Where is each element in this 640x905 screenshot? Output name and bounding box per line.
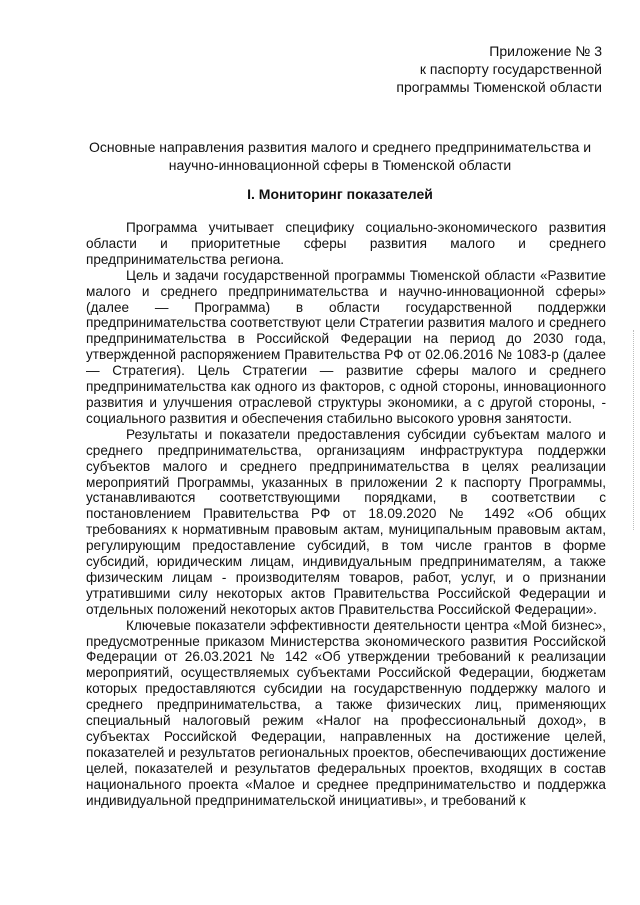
paragraph-goals-and-strategy: Цель и задачи государственной программы Тюменской области «Развитие малого и среднего предпринимательства и научно-инновационной сферы» (далее — Программа) в области государственной поддержки предпринимательства соответствуют цели Стратегии развития малого и среднего предпринимательства в Российской Федерации на период до 2030 года, утвержденной распоряжением Правительства РФ от 02.06.2016 № 1083-р (далее — Стратегия). Цель Стратегии — развитие сферы малого и среднего предпринимательства как одного из факторов, с одной стороны, инновационного развития и улучшения отраслевой структуры экономики, а с другой стороны, - социального развития и обеспечения стабильно высокого уровня занятости. [86,267,606,426]
document-title-line-2: научно-инновационной сферы в Тюменской области [168,157,512,173]
document-body [86,220,606,809]
scan-margin-artifact [632,330,634,530]
appendix-reference [342,42,602,96]
paragraph-subsidy-results: Результаты и показатели предоставления субсидии субъектам малого и среднего предпринимательства, организациям инфраструктура поддержки субъектов малого и среднего предпринимательства в целях реализации мероприятий Программы, указанных в приложении 2 к паспорту Программы, устанавливаются соответствующими порядками, в соответствии с постановлением Правительства РФ от 18.09.2020 № 1492 «Об общих требованиях к нормативным правовым актам, муниципальным правовым актам, регулирующим предоставление субсидий, в том числе грантов в форме субсидий, юридическим лицам, индивидуальным предпринимателям, а также физическим лицам - производителям товаров, работ, услуг, и о признании утратившими силу некоторых актов Правительства Российской Федерации и отдельных положений некоторых актов Правительства Российской Федерации». [86,426,606,617]
paragraph-program-specifics: Программа учитывает специфику социально-экономического развития области и приоритетные сферы развития малого и среднего предпринимательства региона. [86,220,606,267]
document-title-line-1: Основные направления развития малого и среднего предпринимательства и [88,139,592,155]
appendix-passport-line: к паспорту государственной [419,61,602,77]
document-title [60,138,620,174]
paragraph-key-indicators: Ключевые показатели эффективности деятельности центра «Мой бизнес», предусмотренные приказом Министерства экономического развития Российской Федерации от 26.03.2021 № 142 «Об утверждении требований к реализации мероприятий, осуществляемых субъектами Российской Федерации, бюджетам которых предоставляются субсидии на государственную поддержку малого и среднего предпринимательства, а также физических лиц, применяющих специальный налоговый режим «Налог на профессиональный доход», в субъектах Российской Федерации, направленных на достижение целей, показателей и результатов региональных проектов, обеспечивающих достижение целей, показателей и результатов федеральных проектов, входящих в состав национального проекта «Малое и среднее предпринимательство и поддержка индивидуальной предпринимательской инициативы», и требований к [86,617,606,808]
appendix-number: Приложение № 3 [489,43,602,59]
section-heading: I. Мониторинг показателей [247,186,433,202]
appendix-program-line: программы Тюменской области [396,79,602,95]
